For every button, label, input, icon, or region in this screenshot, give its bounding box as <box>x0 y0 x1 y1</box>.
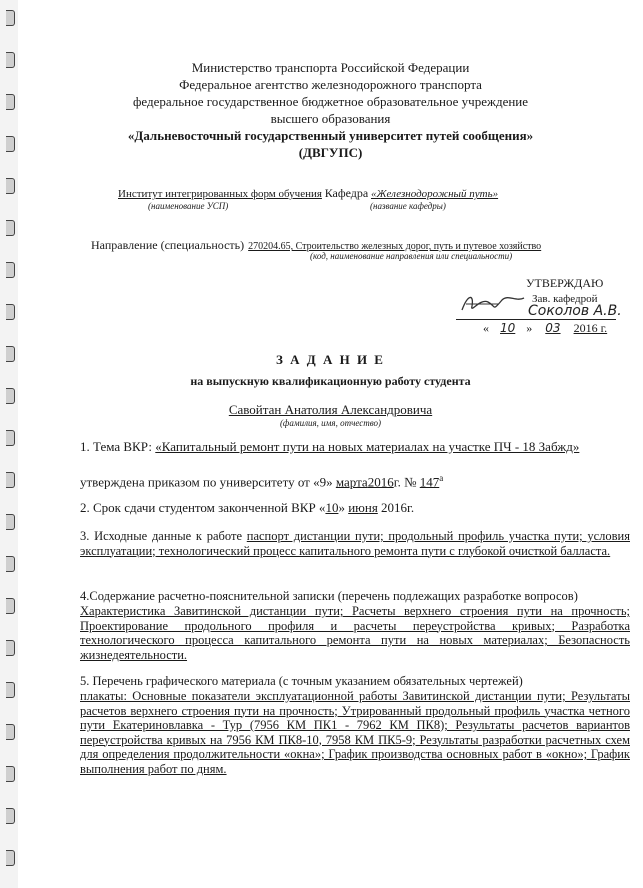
item3-text: паспорт дистанции пути; продольный профиль участка пути; условия эксплуатации; технологический процесс капитального ремонта пути с глубокой очисткой балласта. <box>80 529 630 558</box>
item3-initial-data <box>80 529 630 558</box>
institute-line <box>118 186 498 201</box>
department-name: «Железнодорожный путь» <box>370 188 499 200</box>
binder-hole <box>0 472 18 486</box>
binder-hole <box>0 178 18 192</box>
department-caption: (название кафедры) <box>370 201 446 211</box>
header-ministry: Министерство транспорта Российской Федерации <box>191 60 470 75</box>
header-university-name: «Дальневосточный государственный университет путей сообщения» <box>127 128 534 143</box>
binder-hole <box>0 52 18 66</box>
binder-hole <box>0 682 18 696</box>
date-quote-close: » <box>526 321 533 335</box>
order-number: 147 <box>419 474 440 490</box>
direction-label: Направление (специальность) <box>91 238 245 252</box>
date-year: 2016 г. <box>573 321 608 335</box>
order-line <box>80 473 443 490</box>
binder-hole <box>0 556 18 570</box>
binder-hole <box>0 136 18 150</box>
document-title: З А Д А Н И Е <box>276 352 385 367</box>
binder-hole <box>0 808 18 822</box>
header-agency: Федеральное агентство железнодорожного транспорта <box>179 77 482 92</box>
header-institution-type: федеральное государственное бюджетное образовательное учреждение <box>132 94 529 109</box>
date-month: 03 <box>545 321 561 335</box>
binder-hole <box>0 346 18 360</box>
direction-value: 270204.65, Строительство железных дорог, путь и путевое хозяйство <box>248 241 542 252</box>
binder-hole <box>0 10 18 24</box>
item4-text: Характеристика Завитинской дистанции пути; Расчеты верхнего строения пути на прочность; Проектирование продольного профиля и расчеты переустройства кривых; Разработка технологического процесса капитального ремонта пути на новых материалах; Безопасность жизнедеятельности. <box>80 604 630 662</box>
item1-value: «Капитальный ремонт пути на новых материалах на участке ПЧ - 18 Забжд» <box>155 439 580 454</box>
date-day: 10 <box>500 321 516 335</box>
item4-label: 4.Содержание расчетно-пояснительной записки (перечень подлежащих разработке вопросов) <box>80 589 578 603</box>
order-year: 2016 <box>367 474 394 490</box>
item2-deadline <box>80 500 414 516</box>
document-page <box>18 0 643 888</box>
order-month: марта <box>335 474 368 490</box>
binder-hole <box>0 724 18 738</box>
binder-hole <box>0 220 18 234</box>
item2-month: июня <box>348 500 378 515</box>
student-name: Савойтан Анатолия Александровича <box>228 402 433 417</box>
department-label: Кафедра <box>324 186 369 200</box>
direction-caption: (код, наименование направления или специальности) <box>310 251 513 261</box>
binder-hole <box>0 262 18 276</box>
item3-label: 3. Исходные данные к работе <box>80 529 243 543</box>
approve-label: УТВЕРЖДАЮ <box>526 276 604 290</box>
item2-day: 10 <box>325 500 339 515</box>
head-of-department: Зав. кафедрой <box>532 293 598 305</box>
item1-topic <box>80 439 579 455</box>
date-quote-open: « <box>483 321 489 335</box>
binder-hole <box>0 598 18 612</box>
order-text2: г. № <box>393 474 417 490</box>
institute-usp: Институт интегрированных форм обучения <box>118 188 322 200</box>
order-text1: утверждена приказом по университету от «9» <box>80 474 333 490</box>
binder-hole <box>0 640 18 654</box>
item5-text: плакаты: Основные показатели эксплуатационной работы Завитинской дистанции пути; Результаты расчетов верхнего строения пути на прочность; Утрированный продольный профиль участка четного пути Екатериновлавка - Тур (7956 КМ ПК1 - 7962 КМ ПК8); Результаты расчетов вариантов переустройства кривых на 7956 КМ ПК8-10, 7958 КМ ПК5-9; Результаты разработки расчетных схем для определения продолжительности «окна»; График производства основных работ в «окно»; График выполнения работ по дням. <box>80 689 630 776</box>
binder-hole <box>0 94 18 108</box>
item2-text3: 2016г. <box>381 500 415 515</box>
usp-caption: (наименование УСП) <box>148 201 229 211</box>
binder-hole <box>0 766 18 780</box>
item2-text2: » <box>338 500 345 515</box>
signature-name: Соколов А.В. <box>528 303 622 319</box>
signature-line <box>456 319 616 320</box>
order-suffix: а <box>439 473 444 483</box>
item2-text1: 2. Срок сдачи студентом законченной ВКР « <box>80 500 326 515</box>
item1-label: 1. Тема ВКР: <box>80 439 153 454</box>
approval-date <box>483 321 607 336</box>
signature <box>458 288 528 318</box>
binder-hole <box>0 388 18 402</box>
binder-hole <box>0 850 18 864</box>
header-education-level: высшего образования <box>270 111 391 126</box>
item5-label: 5. Перечень графического материала (с точным указанием обязательных чертежей) <box>80 674 523 688</box>
document-subtitle: на выпускную квалификационную работу студента <box>190 374 471 388</box>
student-caption: (фамилия, имя, отчество) <box>279 418 382 428</box>
binder-hole <box>0 304 18 318</box>
header-university-abbr: (ДВГУПС) <box>298 145 363 160</box>
binder-hole <box>0 430 18 444</box>
binder-hole <box>0 514 18 528</box>
